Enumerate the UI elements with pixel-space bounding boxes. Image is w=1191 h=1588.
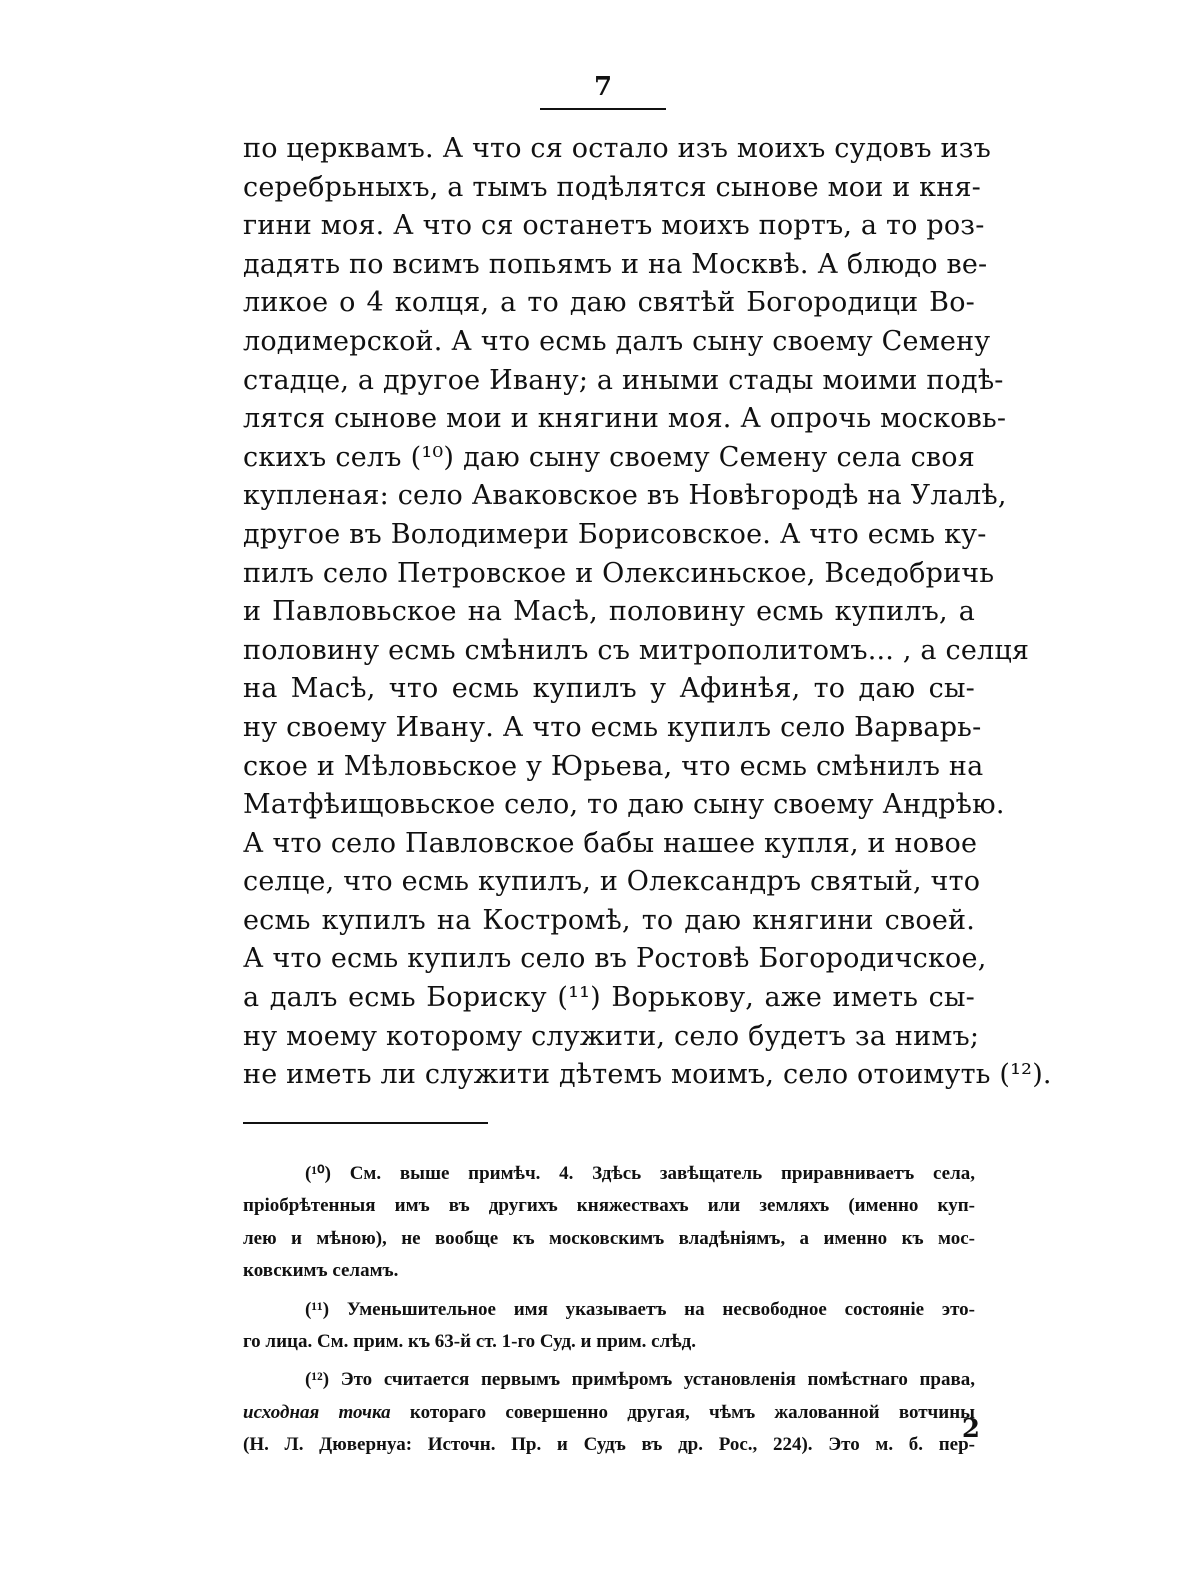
main-text [243, 130, 1052, 1095]
footnote-line: лею и мѣною), не вообще къ московскимъ владѣніямъ, а именно къ мос- [243, 1227, 975, 1249]
footnote-line-rest: котораго совершенно другая, чѣмъ жалованной вотчины [390, 1401, 975, 1423]
footnote-line: (¹¹) Уменьшительное имя указываетъ на несвободное состояніе это- [305, 1298, 975, 1320]
text-line: другое въ Володимери Борисовское. А что есмь ку- [243, 518, 987, 550]
text-line: есмь купилъ на Костромѣ, то даю княгини своей. [243, 904, 975, 936]
text-line: селце, что есмь купилъ, и Олександръ святый, что [243, 866, 981, 898]
text-line: скихъ селъ (¹⁰) даю сыну своему Семену села своя [243, 441, 975, 473]
text-line: А что есмь купилъ село въ Ростовѣ Богородичское, [243, 943, 987, 975]
footnote-11 [243, 1294, 975, 1359]
text-line: ну моему которому служити, село будетъ за нимъ; [243, 1020, 980, 1052]
page-number-rule [540, 108, 666, 110]
text-line: лодимерской. А что есмь далъ сыну своему Семену [243, 325, 991, 357]
footnote-line: (¹⁰) См. выше примѣч. 4. Здѣсь завѣщатель приравниваетъ села, [305, 1163, 975, 1184]
footnote-italic-phrase: исходная точка [243, 1401, 391, 1423]
footnote-line [243, 1397, 975, 1429]
text-line: лятся сынове мои и княгини моя. А опрочь московь- [243, 403, 1007, 435]
footnote-12 [243, 1364, 975, 1461]
text-line: гини моя. А что ся останетъ моихъ портъ, а то роз- [243, 210, 985, 242]
text-line: дадять по всимъ попьямъ и на Москвѣ. А блюдо ве- [243, 248, 988, 280]
footnote-rule [243, 1122, 488, 1124]
footnote-10 [243, 1158, 975, 1288]
footnote-line: ковскимъ селамъ. [243, 1260, 399, 1282]
text-line: ское и Мѣловьское у Юрьева, что есмь смѣнилъ на [243, 750, 984, 782]
text-line: Матфѣищовьское село, то даю сыну своему Андрѣю. [243, 789, 1005, 821]
footnotes [243, 1158, 975, 1462]
footnote-line: (¹²) Это считается первымъ примѣромъ установленія помѣстнаго права, [305, 1369, 975, 1391]
text-line: ну своему Ивану. А что есмь купилъ село Варварь- [243, 711, 982, 743]
footnote-line: го лица. См. прим. къ 63-й ст. 1-го Суд. и прим. слѣд. [243, 1330, 697, 1352]
text-line: А что село Павловское бабы нашее купля, и новое [243, 827, 978, 859]
footnote-line: пріобрѣтенныя имъ въ другихъ княжествахъ или земляхъ (именно куп- [243, 1195, 975, 1217]
text-line: пилъ село Петровское и Олексиньское, Вседобричь [243, 557, 995, 589]
signature-mark: 2 [961, 1414, 980, 1444]
text-line: и Павловьское на Масѣ, половину есмь купилъ, а [243, 596, 975, 628]
text-line: стадце, а другое Ивану; а иными стады моими подѣ- [243, 364, 1004, 396]
text-line: ликое о 4 колця, а то даю святѣй Богородици Во- [243, 287, 975, 319]
text-line: купленая: село Аваковское въ Новѣгородѣ на Улалѣ, [243, 480, 1007, 512]
text-line: серебрьныхъ, а тымъ подѣлятся сынове мои и кня- [243, 171, 982, 203]
footnote-line: (Н. Л. Дювернуа: Источн. Пр. и Судъ въ др. Рос., 224). Это м. б. пер- [243, 1434, 975, 1456]
text-line: не иметь ли служити дѣтемъ моимъ, село отоимуть (¹²). [243, 1059, 1052, 1091]
text-line: а далъ есмь Бориску (¹¹) Ворькову, аже иметь сы- [243, 982, 975, 1014]
text-line: по церквамъ. А что ся остало изъ моихъ судовъ изъ [243, 133, 992, 164]
text-line: половину есмь смѣнилъ съ митрополитомъ... , а селця [243, 634, 1030, 666]
text-line: на Масѣ, что есмь купилъ у Афинѣя, то даю сы- [243, 673, 975, 705]
page-number: 7 [593, 72, 613, 102]
